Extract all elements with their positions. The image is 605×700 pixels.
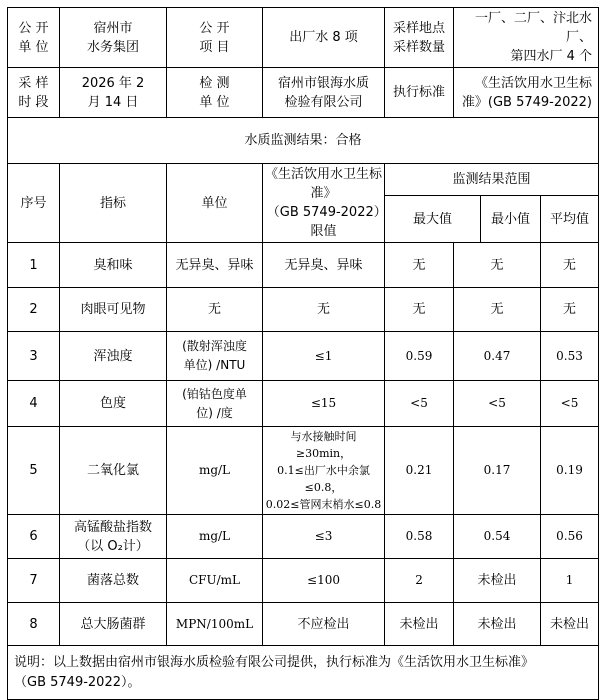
note-row: [8, 646, 599, 700]
row-unit: mg/L: [167, 427, 263, 515]
row-limit: 无: [263, 288, 385, 332]
table-row: [8, 332, 599, 381]
table-row: [8, 288, 599, 332]
row-min: <5: [454, 381, 541, 427]
row-unit: (散射浑浊度 单位) /NTU: [167, 332, 263, 381]
header-row-1: [8, 8, 599, 68]
row-limit: ≤3: [263, 515, 385, 559]
std-label: 执行标准: [385, 68, 454, 118]
col-unit: 单位: [167, 164, 263, 243]
row-no: 4: [8, 381, 60, 427]
row-indicator: 总大肠菌群: [60, 603, 167, 646]
table-row: [8, 603, 599, 646]
row-min: 无: [454, 288, 541, 332]
row-unit: 无异臭、异味: [167, 243, 263, 288]
table-row: [8, 559, 599, 603]
col-range: 监测结果范围: [385, 164, 599, 196]
footnote: 说明：以上数据由宿州市银海水质检验有限公司提供，执行标准为《生活饮用水卫生标准》 （GB 5749-2022）。: [8, 646, 599, 700]
period-label: 采 样 时 段: [8, 68, 60, 118]
row-min: 未检出: [454, 603, 541, 646]
result-text: 水质监测结果：合格: [8, 118, 599, 164]
row-min: 0.47: [454, 332, 541, 381]
row-avg: 未检出: [541, 603, 599, 646]
row-max: 0.59: [385, 332, 454, 381]
row-no: 1: [8, 243, 60, 288]
row-unit: 无: [167, 288, 263, 332]
row-avg: 无: [541, 243, 599, 288]
row-indicator: 菌落总数: [60, 559, 167, 603]
row-indicator: 臭和味: [60, 243, 167, 288]
col-min: 最小值: [481, 196, 541, 243]
table-row: [8, 515, 599, 559]
row-min: 0.17: [454, 427, 541, 515]
row-indicator: 色度: [60, 381, 167, 427]
col-indicator: 指标: [60, 164, 167, 243]
col-avg: 平均值: [541, 196, 599, 243]
row-avg: 0.56: [541, 515, 599, 559]
row-unit: MPN/100mL: [167, 603, 263, 646]
row-no: 3: [8, 332, 60, 381]
row-min: 0.54: [454, 515, 541, 559]
col-limit: 《生活饮用水卫生标准》 （GB 5749-2022）限值: [263, 164, 385, 243]
row-no: 8: [8, 603, 60, 646]
row-max: 未检出: [385, 603, 454, 646]
row-limit: 与水接触时间≥30min， 0.1≤出厂水中余氯≤0.8， 0.02≤管网末梢水≤0.8: [263, 427, 385, 515]
row-max: 无: [385, 243, 454, 288]
row-no: 7: [8, 559, 60, 603]
row-no: 2: [8, 288, 60, 332]
unit-value: 宿州市 水务集团: [60, 8, 167, 68]
header-row-2: [8, 68, 599, 118]
row-max: 0.58: [385, 515, 454, 559]
std-value: 《生活饮用水卫生标 准》(GB 5749-2022): [454, 68, 599, 118]
row-avg: 无: [541, 288, 599, 332]
table-row: [8, 243, 599, 288]
lab-value: 宿州市银海水质 检验有限公司: [263, 68, 385, 118]
item-value: 出厂水 8 项: [263, 8, 385, 68]
row-indicator: 浑浊度: [60, 332, 167, 381]
row-min: 无: [454, 243, 541, 288]
col-no: 序号: [8, 164, 60, 243]
row-indicator: 二氧化氯: [60, 427, 167, 515]
row-avg: <5: [541, 381, 599, 427]
table-row: [8, 381, 599, 427]
row-unit: (铂钴色度单 位) /度: [167, 381, 263, 427]
row-avg: 0.19: [541, 427, 599, 515]
row-limit: ≤1: [263, 332, 385, 381]
row-max: 无: [385, 288, 454, 332]
row-max: <5: [385, 381, 454, 427]
water-quality-table: [7, 7, 599, 700]
row-limit: 无异臭、异味: [263, 243, 385, 288]
site-label: 采样地点 采样数量: [385, 8, 454, 68]
row-avg: 1: [541, 559, 599, 603]
lab-label: 检 测 单 位: [167, 68, 263, 118]
result-row: [8, 118, 599, 164]
row-unit: CFU/mL: [167, 559, 263, 603]
row-no: 5: [8, 427, 60, 515]
col-max: 最大值: [385, 196, 481, 243]
site-value: 一厂、二厂、汴北水厂、 第四水厂 4 个: [454, 8, 599, 68]
row-max: 2: [385, 559, 454, 603]
row-max: 0.21: [385, 427, 454, 515]
row-limit: ≤100: [263, 559, 385, 603]
unit-label: 公 开 单 位: [8, 8, 60, 68]
row-min: 未检出: [454, 559, 541, 603]
row-no: 6: [8, 515, 60, 559]
row-limit: ≤15: [263, 381, 385, 427]
row-unit: mg/L: [167, 515, 263, 559]
table-row: [8, 427, 599, 515]
item-label: 公 开 项 目: [167, 8, 263, 68]
row-limit: 不应检出: [263, 603, 385, 646]
row-indicator: 肉眼可见物: [60, 288, 167, 332]
row-indicator: 高锰酸盐指数 （以 O₂计）: [60, 515, 167, 559]
row-avg: 0.53: [541, 332, 599, 381]
column-header-row-1: [8, 164, 599, 196]
period-value: 2026 年 2 月 14 日: [60, 68, 167, 118]
